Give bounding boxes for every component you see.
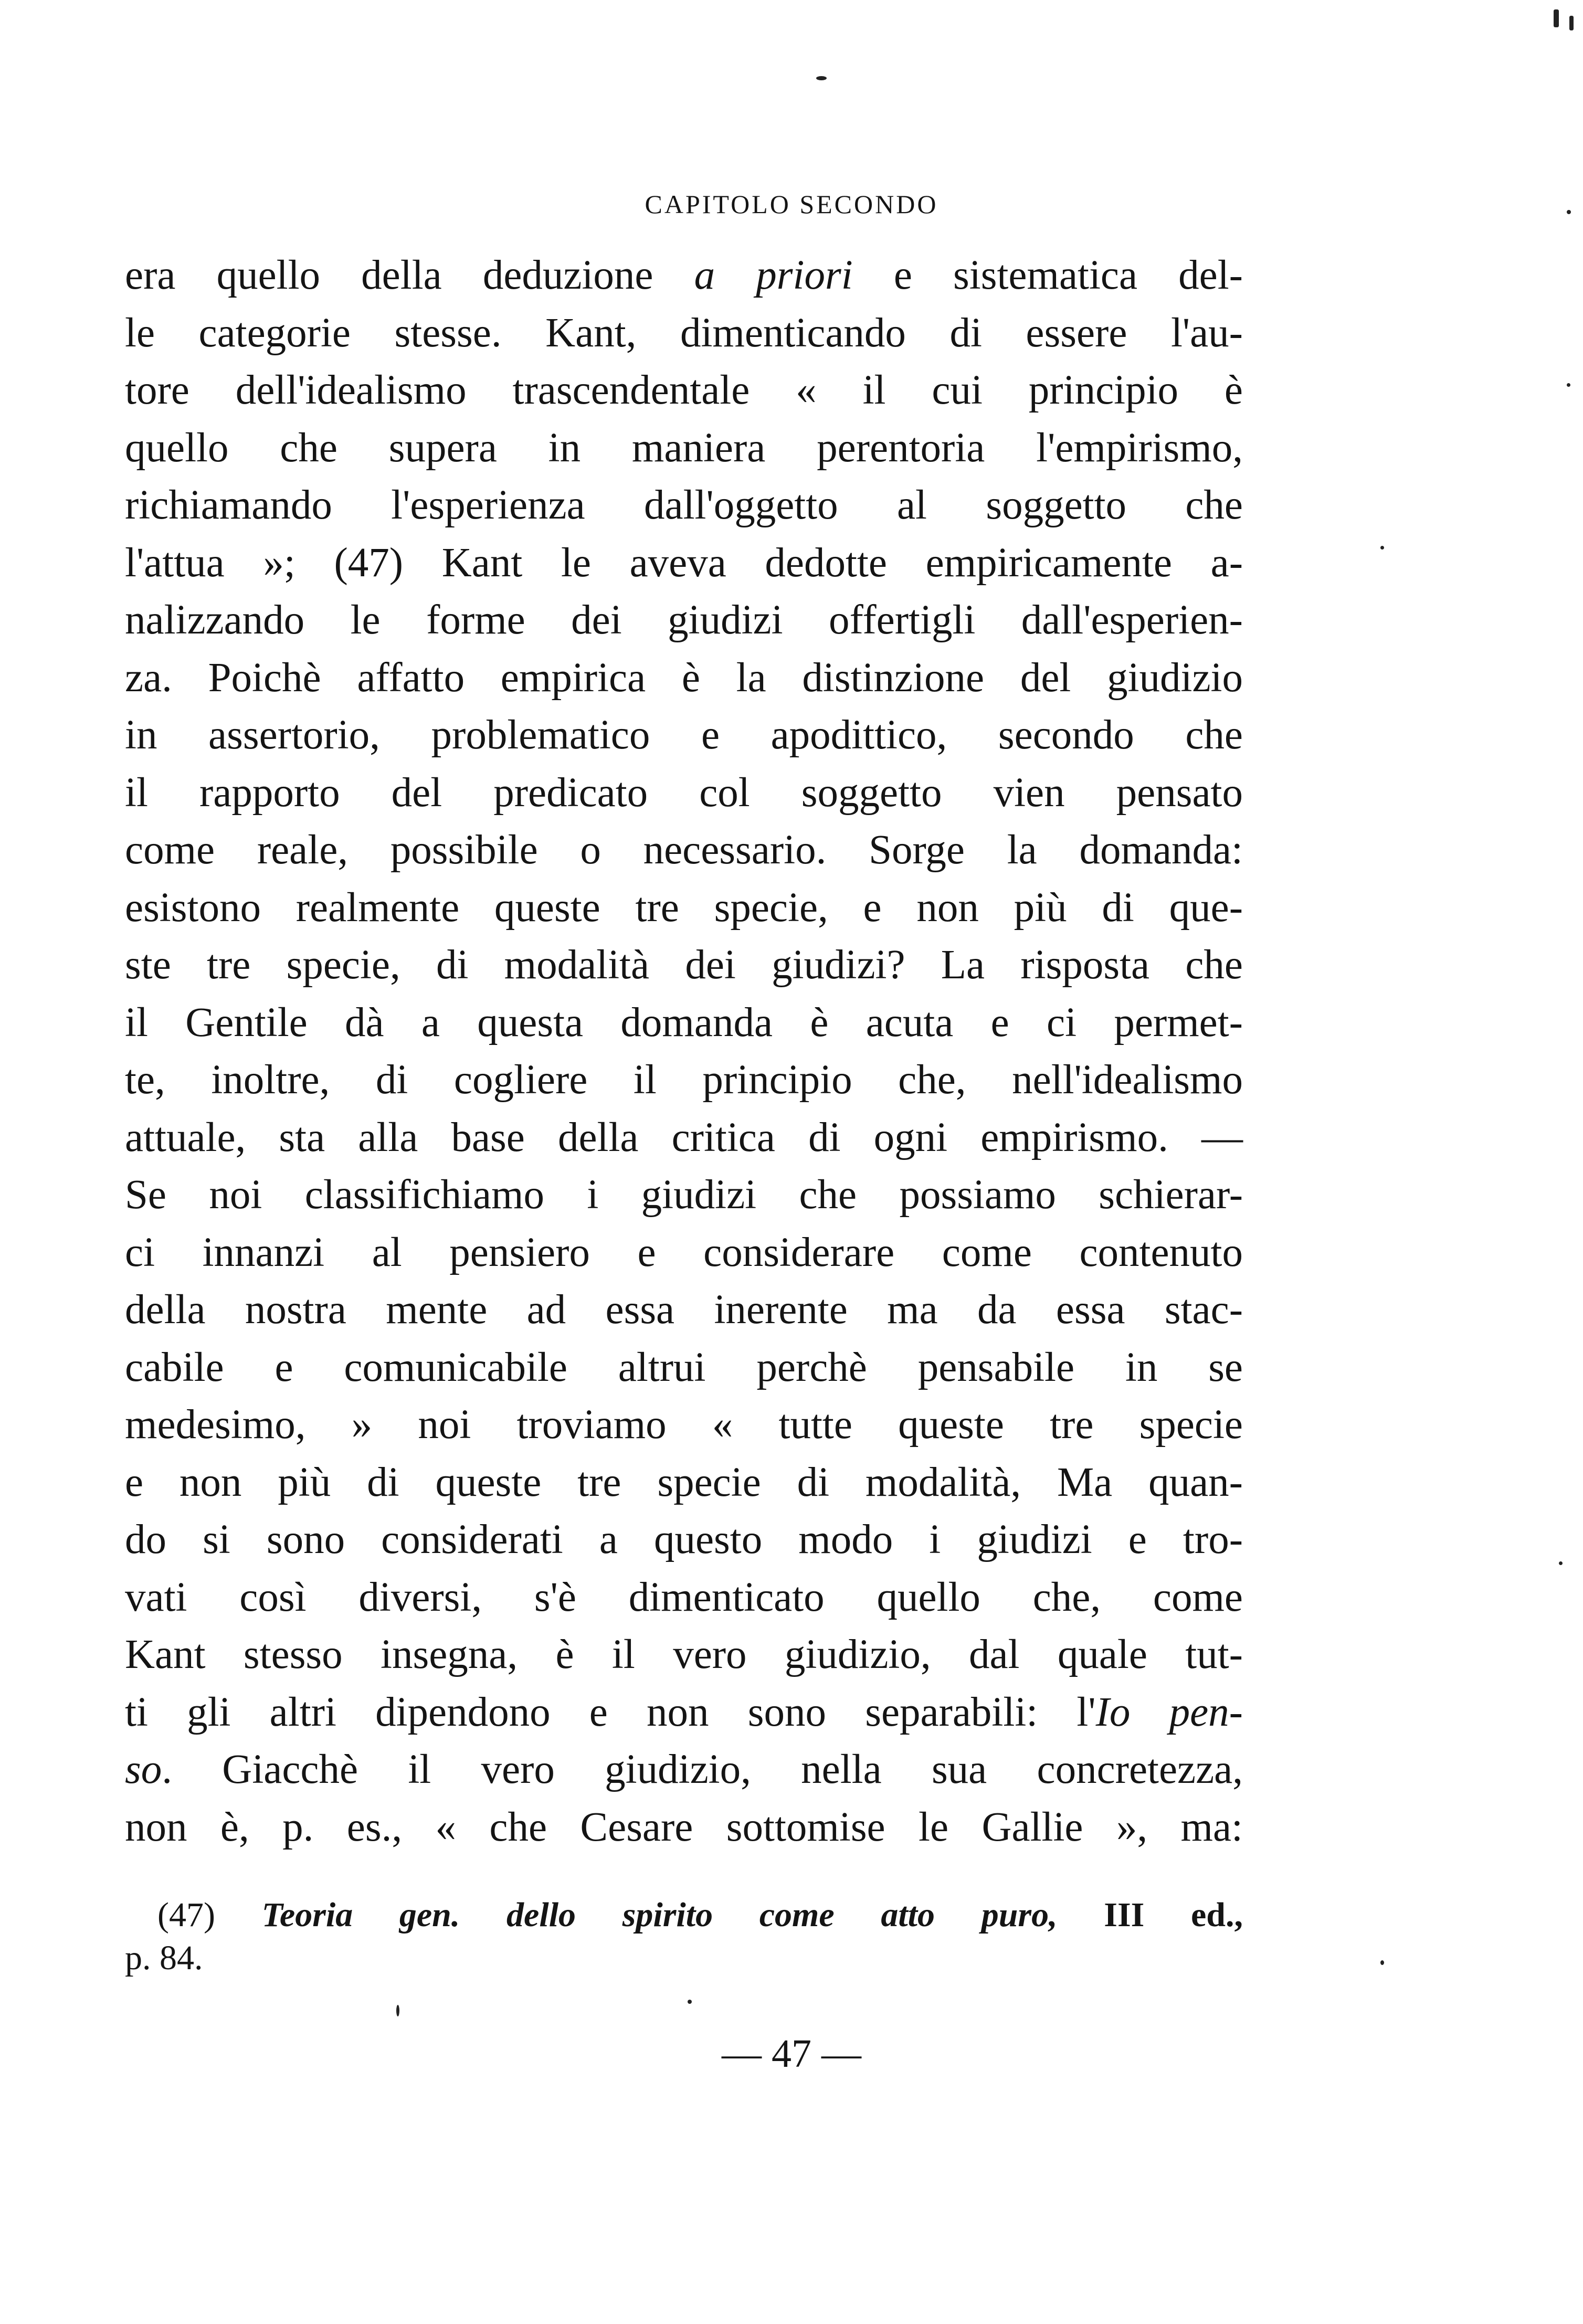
text-line <box>125 1224 1243 1282</box>
scan-speck <box>1569 16 1574 30</box>
text-run: il rapporto del predicato col soggetto vien pensato <box>125 769 1243 816</box>
running-head: CAPITOLO SECONDO <box>645 189 938 219</box>
text-run: tore dell'idealismo trascendentale « il cui principio è <box>125 367 1243 413</box>
text-line <box>125 1454 1243 1512</box>
text-line <box>125 1511 1243 1569</box>
text-line <box>125 649 1243 707</box>
text-line <box>125 1051 1243 1109</box>
text-line <box>125 1626 1243 1684</box>
scan-speck <box>396 2005 399 2016</box>
scan-speck <box>816 76 827 80</box>
text-line <box>125 477 1243 534</box>
text-run: za. Poichè affatto empirica è la distinzione del giudizio <box>125 654 1243 701</box>
scan-speck <box>1380 546 1384 550</box>
text-run: esistono realmente queste tre specie, e non più di que- <box>125 884 1243 931</box>
text-line <box>125 591 1243 649</box>
scan-speck <box>1380 1960 1384 1965</box>
text-run: era quello della deduzione <box>125 252 694 298</box>
text-line <box>125 936 1243 994</box>
text-run: te, inoltre, di cogliere il principio che, nell'idealismo <box>125 1057 1243 1103</box>
footnote-number: (47) <box>157 1896 215 1934</box>
text-line <box>125 879 1243 937</box>
text-run: della nostra mente ad essa inerente ma da essa stac- <box>125 1287 1243 1333</box>
text-run: l'attua »; (47) Kant le aveva dedotte empiricamente a- <box>125 540 1243 586</box>
text-run: nalizzando le forme dei giudizi offertigli dall'esperien- <box>125 597 1243 643</box>
text-line <box>125 1281 1243 1339</box>
scan-speck <box>1554 9 1559 27</box>
text-run: il Gentile dà a questa domanda è acuta e ci permet- <box>125 999 1243 1045</box>
text-line <box>125 1339 1243 1397</box>
text-line <box>125 994 1243 1052</box>
text-line <box>125 1684 1243 1741</box>
footnote-title: Teoria gen. dello spirito come atto puro, <box>261 1896 1058 1934</box>
text-run: cabile e comunicabile altrui perchè pensabile in se <box>125 1344 1243 1390</box>
text-run: e non più di queste tre specie di modalità, Ma quan- <box>125 1459 1243 1505</box>
text-run: ste tre specie, di modalità dei giudizi? La risposta che <box>125 942 1243 988</box>
text-run: attuale, sta alla base della critica di ogni empirismo. — <box>125 1114 1243 1160</box>
body-text <box>125 247 1243 1856</box>
text-run: ci innanzi al pensiero e considerare come contenuto <box>125 1229 1243 1275</box>
scan-speck <box>1567 383 1570 387</box>
text-run: e sistematica del- <box>852 252 1243 298</box>
text-line <box>125 1741 1243 1799</box>
text-run: do si sono considerati a questo modo i giudizi e tro- <box>125 1517 1243 1562</box>
text-run: non è, p. es., « che Cesare sottomise le Gallie », ma: <box>125 1804 1243 1850</box>
scan-speck <box>1567 210 1571 214</box>
text-run: in assertorio, problematico e apodittico, secondo che <box>125 712 1243 758</box>
text-run: quello che supera in maniera perentoria l'empirismo, <box>125 425 1243 471</box>
scan-speck <box>1559 1561 1563 1565</box>
text-run: richiamando l'esperienza dall'oggetto al soggetto che <box>125 482 1243 528</box>
text-run: Io pen- <box>1095 1689 1243 1735</box>
text-line <box>125 534 1243 592</box>
text-run: medesimo, » noi troviamo « tutte queste tre specie <box>125 1402 1243 1448</box>
text-line <box>125 419 1243 477</box>
text-line <box>125 764 1243 822</box>
page-number: — 47 — <box>722 2032 861 2076</box>
text-run: so <box>125 1747 162 1792</box>
footnote-line-2 <box>125 1937 1243 1980</box>
scan-speck <box>688 2000 692 2004</box>
text-run: vati così diversi, s'è dimenticato quello che, come <box>125 1574 1243 1620</box>
text-line <box>125 706 1243 764</box>
text-line <box>125 1166 1243 1224</box>
text-line <box>125 362 1243 419</box>
text-run: ti gli altri dipendono e non sono separabili: l' <box>125 1689 1096 1735</box>
text-line <box>125 1569 1243 1626</box>
text-line <box>125 1109 1243 1167</box>
text-line <box>125 247 1243 304</box>
footnote-line-1 <box>125 1894 1243 1937</box>
text-run: Kant stesso insegna, è il vero giudizio, dal quale tut- <box>125 1632 1243 1677</box>
text-run: come reale, possibile o necessario. Sorge la domanda: <box>125 827 1243 873</box>
text-run: Se noi classifichiamo i giudizi che possiamo schierar- <box>125 1172 1243 1218</box>
text-line <box>125 1799 1243 1856</box>
text-run: a priori <box>694 252 853 298</box>
text-line <box>125 821 1243 879</box>
text-line <box>125 304 1243 362</box>
text-line <box>125 1396 1243 1454</box>
text-run: le categorie stesse. Kant, dimenticando di essere l'au- <box>125 310 1243 356</box>
footnote-edition: III ed., <box>1104 1896 1243 1934</box>
footnote <box>125 1894 1243 1980</box>
text-run: . Giacchè il vero giudizio, nella sua concretezza, <box>162 1747 1243 1792</box>
footnote-page: p. 84. <box>125 1939 203 1977</box>
